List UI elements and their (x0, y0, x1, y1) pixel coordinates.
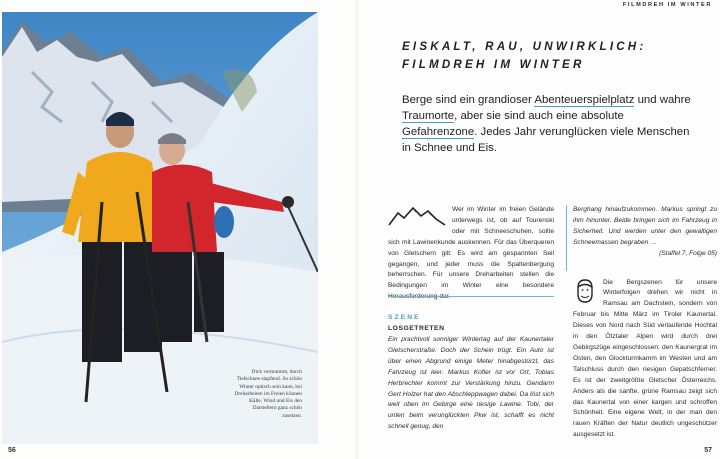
episode-source: (Staffel 7, Folge 05) (659, 249, 717, 257)
link-traumorte[interactable]: Traumorte (402, 110, 455, 122)
page-number-left: 56 (8, 447, 16, 454)
right-page (360, 0, 720, 459)
link-gefahrenzone[interactable]: Gefahrenzone (402, 126, 475, 138)
author-portrait-icon (573, 278, 597, 304)
lead-text-2: und wahre (634, 94, 691, 106)
lead-paragraph (402, 92, 692, 156)
quote-rule (566, 205, 567, 271)
lead-text-4: . Jedes Jahr verunglücken viele Menschen in Schnee und Eis. (402, 126, 690, 154)
link-abenteuerspielplatz[interactable]: Abenteuerspielplatz (534, 94, 635, 106)
mountain-icon (388, 205, 446, 227)
szene-label: SZENE (388, 314, 421, 322)
running-header: FILMDREH IM WINTER (622, 2, 712, 8)
column-1 (388, 205, 554, 433)
szene-title: LOSGETRETEN (388, 325, 445, 333)
headline-line-2: FILMDREH IM WINTER (402, 58, 585, 71)
column-1-intro: Wer im Winter im freien Gelände unterwegs ist, ob auf Tourenski oder mit Schneeschuhen, sollte sich mit Lawinenkunde auskennen. Für das Überqueren von Gletschern gilt: Es wird am gespannten Seil gegangen, und jeder muss die Spaltenbergung beherrschen. Für unsere Dreharbeiten stellen die Bedingungen im Winter eine besondere (388, 206, 554, 290)
lead-text-3: , aber sie sind auch eine absolute (454, 110, 624, 122)
column-2-quote: Berghang hinaufzukommen. Markus springt zu ihm hinunter. Beide bringen sich im Fahrzeug in Sicherheit. Und werden unter den gewaltigen Schneemassen begraben … (573, 206, 717, 246)
column-2-text: Die Bergszenen für unsere Winterfolgen drehen wir nicht in Ramsau am Dachstein, sondern von Februar bis Mitte März im Tiroler Kaunertal. Dieses von Nord nach Süd verlaufende Hochtal in den Ötztaler Alpen wird durch drei Gebirgszüge eingeschlossen: den Kaunergrat im Osten, den Glockturmkamm im Westen und am Talschluss durch den riesigen Gepatschferner. Es ist der zweitgrößte Gletscher Österreichs. Anders als die sanfte, grüne Ramsau zeigt sich das Kaunertal von einer kargen und schroffen Schönheit. Eine eigene Welt, in der man den rauen Kräften der Natur deutlich ungeschützer ausgesetzt ist. (573, 278, 717, 439)
szene-text: Ein prachtvoll sonniger Wintertag auf der Kaunertaler Gletscherstraße. Doch der Schein trügt. Ein Auto ist über einen Abgrund einige Meter hinabgestürzt, das Fahrzeug ist leer. Markus Kofler ist vor Ort, Tobias Herbrechter kommt zur Verstärkung hinzu. Gendarm Gert Holzer hat den Abschleppwagen dabei. Da löst sich weit oben im Gebirge eine riesige Lawine. Tobi, der unten beim verunglückten Pkw ist, schafft es nicht schnell genug, den (388, 335, 554, 431)
page-number-right: 57 (704, 447, 712, 454)
szene-divider (388, 296, 554, 297)
lead-text-1: Berge sind ein grandioser (402, 94, 535, 106)
headline (402, 38, 692, 74)
photo-caption: Dick vermummt, durch Tiefschnee stapfend. So schön Winter optisch sein kann, bei Dreharbeiten im Freien können Kälte, Wind und Eis den Darstellern ganz schön zusetzen. (234, 369, 302, 419)
column-2 (573, 205, 717, 441)
headline-line-1: EISKALT, RAU, UNWIRKLICH: (402, 40, 647, 53)
